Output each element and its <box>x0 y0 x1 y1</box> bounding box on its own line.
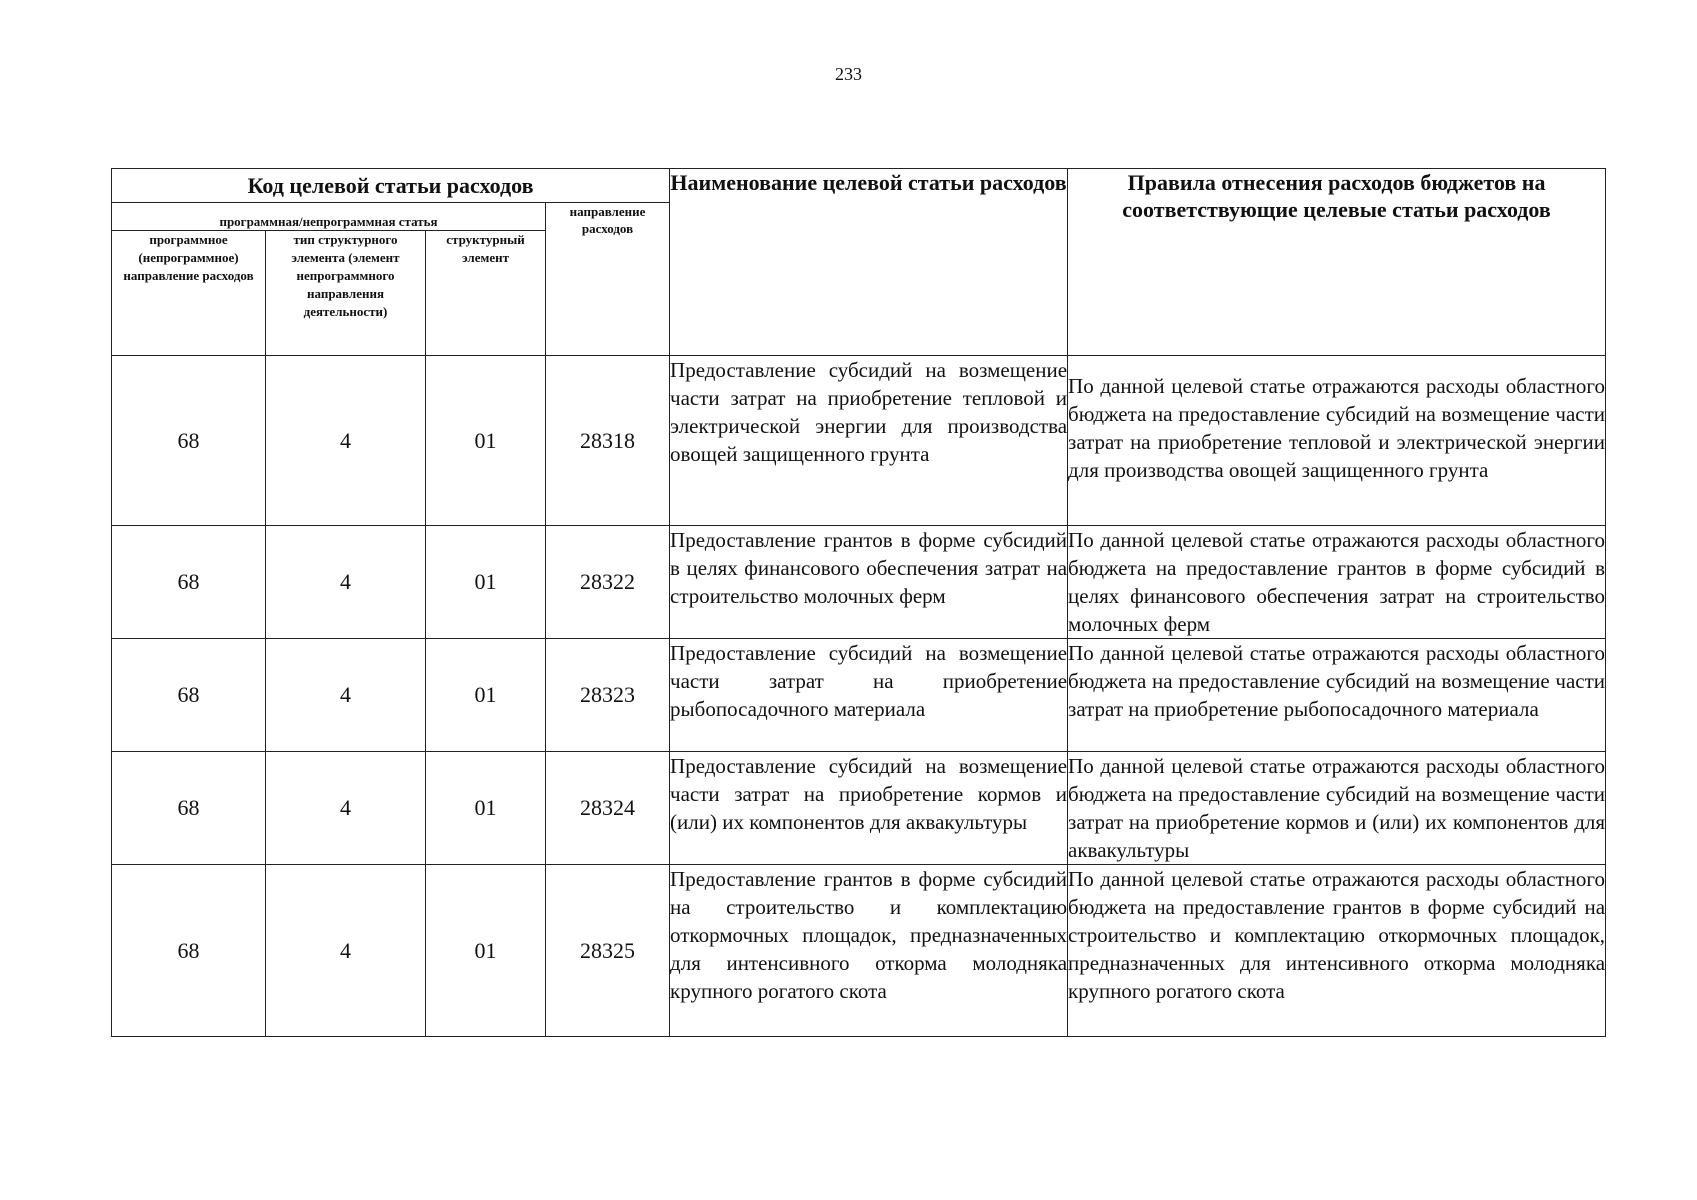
table-row <box>112 865 1606 1037</box>
header-rules: Правила отнесения расходов бюджетов на соответствующие целевые статьи расходов <box>1068 169 1606 356</box>
header-name: Наименование целевой статьи расходов <box>670 169 1068 356</box>
table-row <box>112 639 1606 752</box>
type-code: 4 <box>266 356 426 526</box>
header-struct-element: структурный элемент <box>426 231 546 356</box>
header-program-article: программная/непрограммная статья <box>112 203 546 231</box>
program-code: 68 <box>112 752 266 865</box>
element-code: 01 <box>426 639 546 752</box>
budget-classification-table <box>111 168 1606 1037</box>
article-name: Предоставление субсидий на возмещение части затрат на приобретение тепловой и электрической энергии для производства овощей защищенного грунта <box>670 356 1068 526</box>
table-row <box>112 356 1606 526</box>
direction-code: 28318 <box>546 356 670 526</box>
program-code: 68 <box>112 639 266 752</box>
type-code: 4 <box>266 752 426 865</box>
table-row <box>112 752 1606 865</box>
direction-code: 28325 <box>546 865 670 1037</box>
article-rule: По данной целевой статье отражаются расходы областного бюджета на предоставление субсидий на возмещение части затрат на приобретение рыбопосадочного материала <box>1068 639 1606 752</box>
page-number: 233 <box>835 64 862 84</box>
header-struct-type: тип структурного элемента (элемент непрограммного направления деятельности) <box>266 231 426 356</box>
article-name: Предоставление субсидий на возмещение части затрат на приобретение кормов и (или) их компонентов для аквакультуры <box>670 752 1068 865</box>
article-rule: По данной целевой статье отражаются расходы областного бюджета на предоставление субсидий на возмещение части затрат на приобретение тепловой и электрической энергии для производства овощей защищенного грунта <box>1068 356 1606 526</box>
program-code: 68 <box>112 865 266 1037</box>
direction-code: 28323 <box>546 639 670 752</box>
direction-code: 28322 <box>546 526 670 639</box>
element-code: 01 <box>426 526 546 639</box>
type-code: 4 <box>266 639 426 752</box>
article-rule: По данной целевой статье отражаются расходы областного бюджета на предоставление грантов в форме субсидий в целях финансового обеспечения затрат на строительство молочных ферм <box>1068 526 1606 639</box>
element-code: 01 <box>426 356 546 526</box>
element-code: 01 <box>426 865 546 1037</box>
article-name: Предоставление субсидий на возмещение части затрат на приобретение рыбопосадочного материала <box>670 639 1068 752</box>
header-code: Код целевой статьи расходов <box>112 169 670 203</box>
program-code: 68 <box>112 356 266 526</box>
type-code: 4 <box>266 526 426 639</box>
header-direction: направление расходов <box>546 203 670 356</box>
direction-code: 28324 <box>546 752 670 865</box>
program-code: 68 <box>112 526 266 639</box>
type-code: 4 <box>266 865 426 1037</box>
article-rule: По данной целевой статье отражаются расходы областного бюджета на предоставление субсидий на возмещение части затрат на приобретение кормов и (или) их компонентов для аквакультуры <box>1068 752 1606 865</box>
header-program: программное (непрограммное) направление расходов <box>112 231 266 356</box>
table-row <box>112 526 1606 639</box>
article-name: Предоставление грантов в форме субсидий на строительство и комплектацию откормочных площадок, предназначенных для интенсивного откорма молодняка крупного рогатого скота <box>670 865 1068 1037</box>
article-rule: По данной целевой статье отражаются расходы областного бюджета на предоставление грантов в форме субсидий на строительство и комплектацию откормочных площадок, предназначенных для интенсивного откорма молодняка крупного рогатого скота <box>1068 865 1606 1037</box>
article-name: Предоставление грантов в форме субсидий в целях финансового обеспечения затрат на строительство молочных ферм <box>670 526 1068 639</box>
element-code: 01 <box>426 752 546 865</box>
